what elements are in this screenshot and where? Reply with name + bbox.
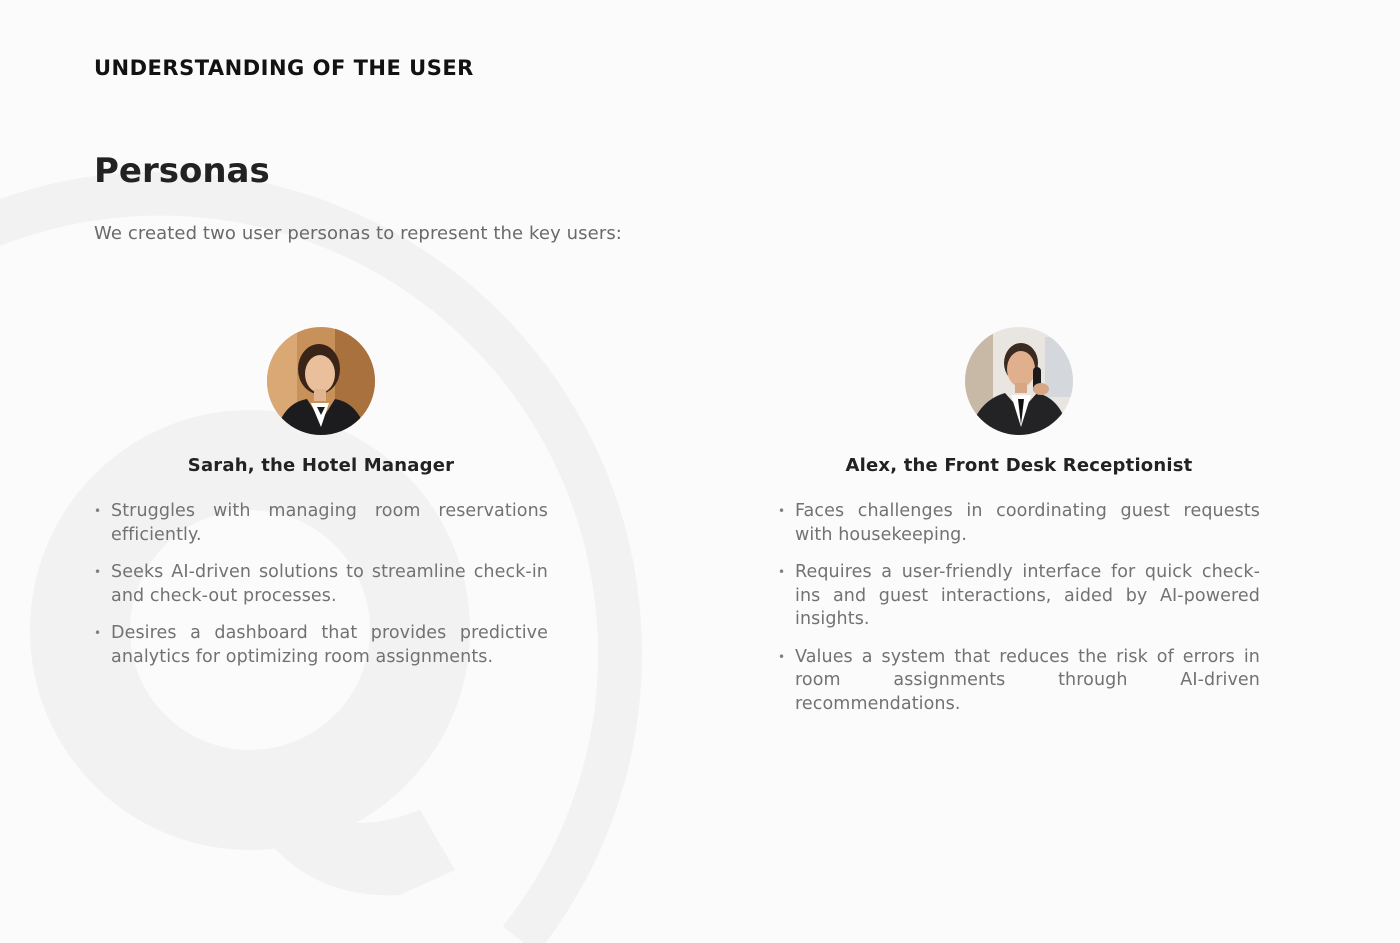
section-label: UNDERSTANDING OF THE USER [94,56,474,80]
intro-text: We created two user personas to represent the key users: [94,223,622,244]
list-item [94,561,548,608]
point-text: Requires a user-friendly interface for quick check-ins and guest interactions, aided by AI-powered insights. [795,562,1260,629]
avatar [965,327,1073,435]
list-item [94,500,548,547]
list-item [94,622,548,669]
bullet-icon: • [94,626,102,640]
bullet-icon: • [778,649,786,664]
list-item [778,500,1260,547]
persona-card-alex [778,327,1260,730]
page-title: Personas [94,151,270,191]
woman-portrait-icon [267,327,375,435]
persona-card-sarah [94,327,548,683]
list-item [778,646,1260,717]
list-item [778,561,1260,632]
persona-name: Alex, the Front Desk Receptionist [845,455,1193,476]
point-text: Seeks AI-driven solutions to streamline check-in and check-out processes. [111,562,548,606]
bullet-icon: • [778,565,786,579]
persona-points [778,500,1260,716]
point-text: Values a system that reduces the risk of errors in room assignments through AI-driven recommendations. [795,646,1260,714]
point-text: Desires a dashboard that provides predictive analytics for optimizing room assignments. [111,623,548,667]
point-text: Faces challenges in coordinating guest requests with housekeeping. [795,501,1260,545]
bullet-icon: • [94,504,102,518]
persona-points [94,500,548,669]
point-text: Struggles with managing room reservations efficiently. [111,501,548,545]
bullet-icon: • [94,565,102,579]
bullet-icon: • [778,504,786,518]
man-on-phone-portrait-icon [965,327,1073,435]
persona-name: Sarah, the Hotel Manager [187,455,455,476]
avatar [267,327,375,435]
